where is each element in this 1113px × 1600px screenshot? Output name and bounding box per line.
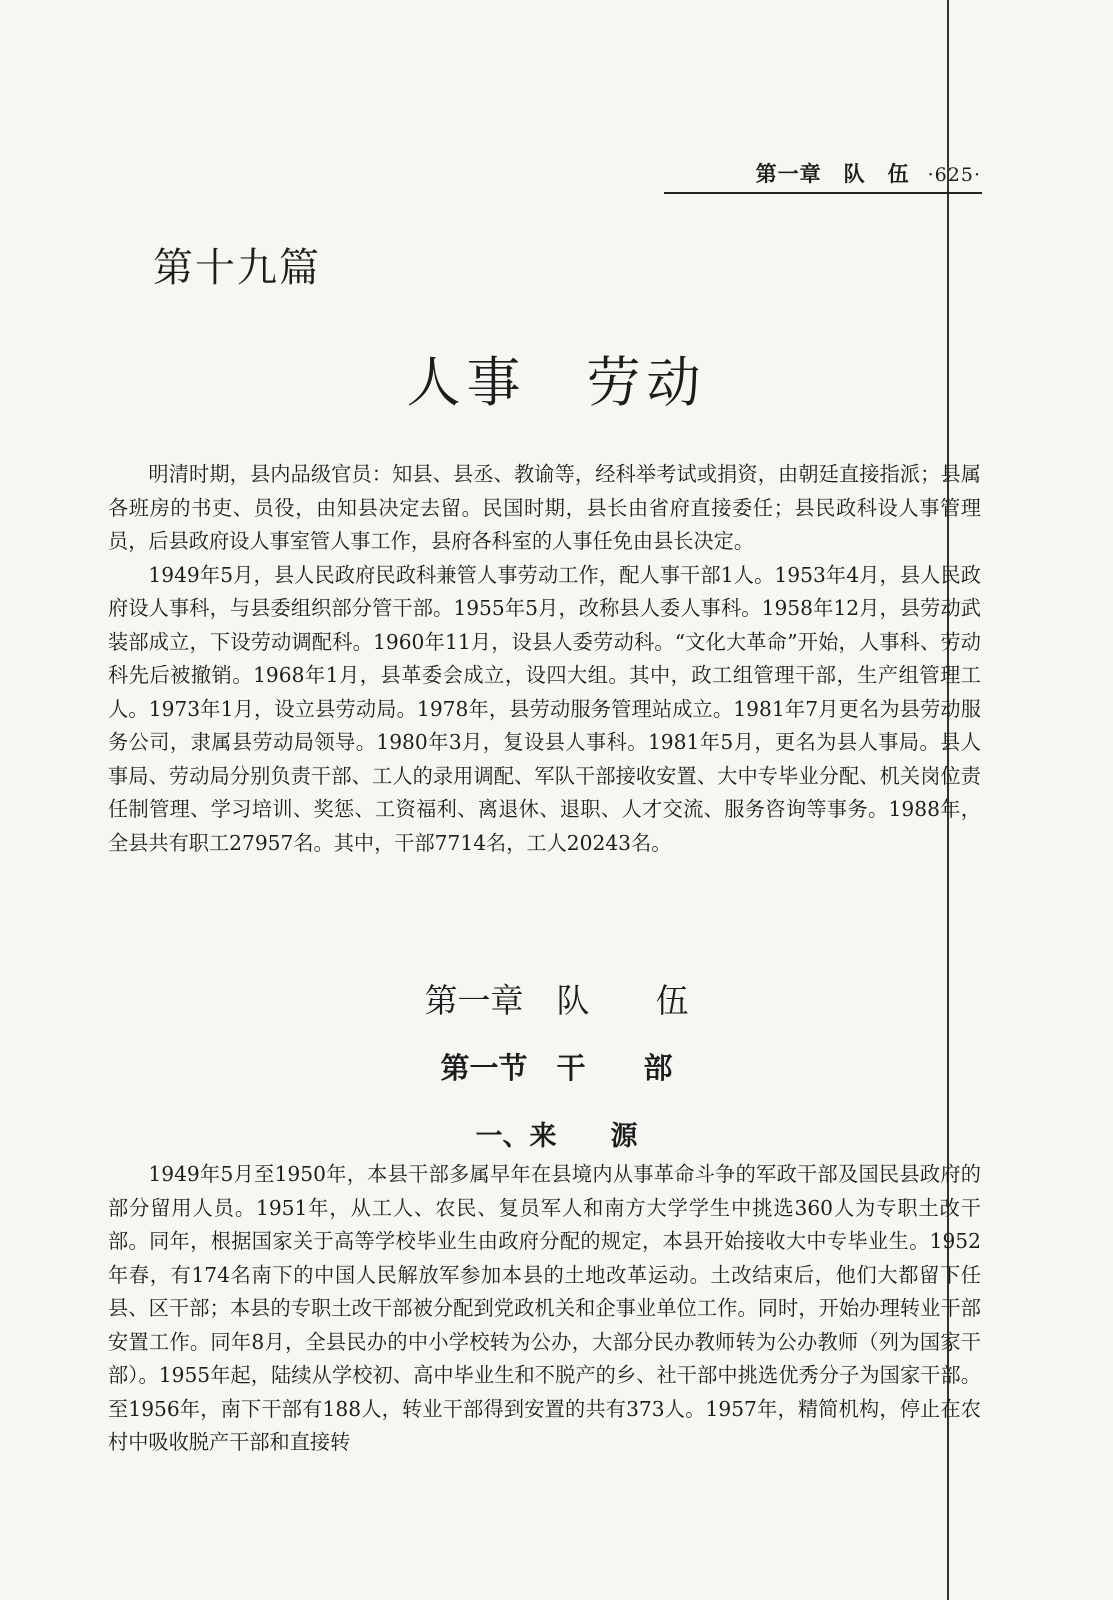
source-text bbox=[108, 1158, 981, 1460]
part-title: 人事 劳动 bbox=[406, 351, 707, 414]
running-header-chapter: 第一章 队 伍 bbox=[755, 161, 910, 186]
intro-paragraph-2: 1949年5月，县人民政府民政科兼管人事劳动工作，配人事干部1人。1953年4月，县人民政府设人事科，与县委组织部分管干部。1955年5月，改称县人委人事科。1958年12月，县劳动武装部成立，下设劳动调配科。1960年11月，设县人委劳动科。“文化大革命”开始，人事科、劳动科先后被撤销。1968年1月，县革委会成立，设四大组。其中，政工组管理干部，生产组管理工人。1973年1月，设立县劳动局。1978年，县劳动服务管理站成立。1981年7月更名为县劳动服务公司，隶属县劳动局领导。1980年3月，复设县人事科。1981年5月，更名为县人事局。县人事局、劳动局分别负责干部、工人的录用调配、军队干部接收安置、大中专毕业分配、机关岗位责任制管理、学习培训、奖惩、工资福利、离退休、退职、人才交流、服务咨询等事务。1988年，全县共有职工27957名。其中，干部7714名，工人20243名。 bbox=[108, 562, 981, 855]
intro-text bbox=[108, 458, 981, 860]
page-number: ·625· bbox=[927, 164, 981, 186]
source-paragraph-1: 1949年5月至1950年，本县干部多属早年在县境内从事革命斗争的军政干部及国民县政府的部分留用人员。1951年，从工人、农民、复员军人和南方大学学生中挑选360人为专职土改干部。同年，根据国家关于高等学校毕业生由政府分配的规定，本县开始接收大中专毕业生。1952年春，有174名南下的中国人民解放军参加本县的土地改革运动。土改结束后，他们大都留下任县、区干部；本县的专职土改干部被分配到党政机关和企事业单位工作。同时，开始办理转业干部安置工作。同年8月，全县民办的中小学校转为公办，大部分民办教师转为公办教师（列为国家干部）。1955年起，陆续从学校初、高中毕业生和不脱产的乡、社干部中挑选优秀分子为国家干部。至1956年，南下干部有188人，转业干部得到安置的共有373人。1957年，精简机构，停止在农村中吸收脱产干部和直接转 bbox=[108, 1162, 981, 1454]
header-rule bbox=[664, 192, 982, 194]
subsection-title: 一、来 源 bbox=[475, 1121, 638, 1152]
intro-paragraph-1: 明清时期，县内品级官员：知县、县丞、教谕等，经科举考试或捐资，由朝廷直接指派；县属各班房的书吏、员役，由知县决定去留。民国时期，县长由省府直接委任；县民政科设人事管理员，后县政府设人事室管人事工作，县府各科室的人事任免由县长决定。 bbox=[108, 462, 981, 553]
chapter-title: 第一章 队 伍 bbox=[424, 981, 689, 1020]
running-header bbox=[756, 158, 981, 188]
section-title: 第一节 干 部 bbox=[440, 1051, 673, 1085]
part-label: 第十九篇 bbox=[153, 245, 321, 291]
